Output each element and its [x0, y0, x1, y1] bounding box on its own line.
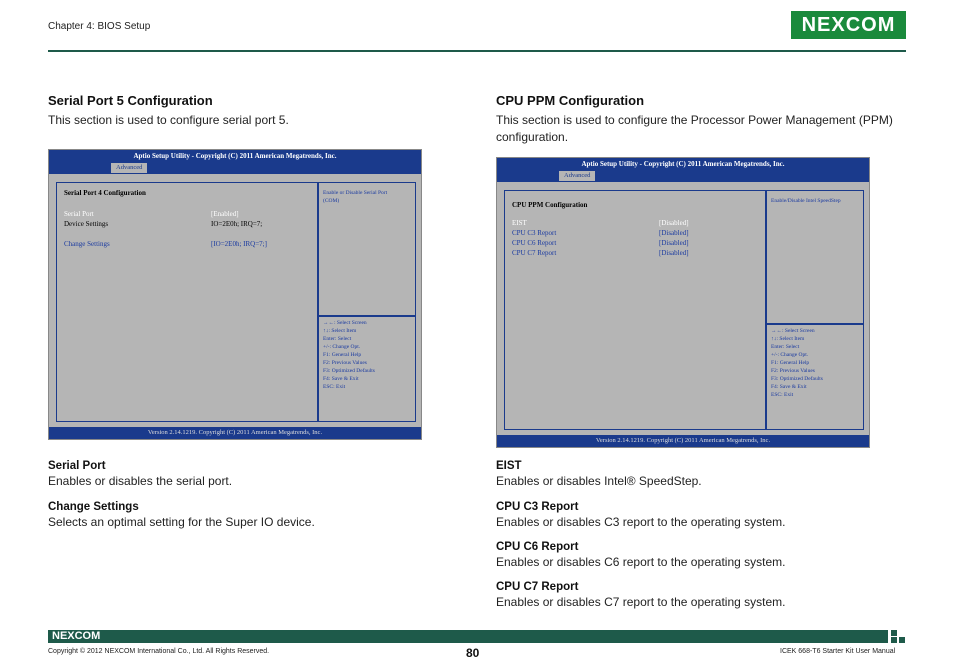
bios-screenshot-serial — [48, 149, 422, 440]
bios-row-value: [IO=2E0h; IRQ=7;] — [211, 240, 267, 248]
bios-tab-bar — [497, 170, 869, 182]
help-text: Enable/Disable Intel SpeedStep — [771, 198, 841, 204]
key-legend-line: F3: Optimized Defaults — [323, 368, 375, 374]
bios-row-label: Device Settings — [64, 220, 109, 228]
key-legend-line: ↑↓: Select Item — [323, 328, 357, 334]
item-title: Change Settings — [48, 501, 139, 513]
item-desc: Enables or disables C6 report to the operating system. — [496, 555, 786, 569]
bios-row-label: CPU C6 Report — [512, 239, 557, 247]
key-legend-line: →←: Select Screen — [771, 328, 815, 334]
footer-bar — [48, 630, 888, 643]
item-desc: Enables or disables the serial port. — [48, 474, 233, 488]
key-legend-line: ↑↓: Select Item — [771, 336, 805, 342]
chapter-title: Chapter 4: BIOS Setup — [48, 21, 151, 32]
key-legend-line: ESC: Exit — [771, 392, 794, 398]
bios-version-bar: Version 2.14.1219. Copyright (C) 2011 American Megatrends, Inc. — [49, 427, 421, 439]
bios-row-label: CPU C3 Report — [512, 229, 557, 237]
section-desc-serial-port-5: This section is used to configure serial port 5. — [48, 113, 289, 127]
nexcom-logo — [791, 11, 906, 39]
item-desc: Selects an optimal setting for the Super IO device. — [48, 515, 315, 529]
bios-title-bar: Aptio Setup Utility - Copyright (C) 2011 American Megatrends, Inc. — [497, 158, 869, 170]
key-legend-line: Enter: Select — [771, 344, 800, 350]
bios-section-heading: CPU PPM Configuration — [512, 201, 588, 209]
logo-text: NEXCOM — [801, 14, 896, 36]
key-legend-line: F3: Optimized Defaults — [771, 376, 823, 382]
bios-help-panel — [318, 182, 416, 316]
key-legend-line: F1: General Help — [771, 360, 810, 366]
bios-version-bar: Version 2.14.1219. Copyright (C) 2011 American Megatrends, Inc. — [497, 435, 869, 447]
key-legend-line: F4: Save & Exit — [771, 384, 807, 390]
footer-logo: NEXCOM — [52, 630, 101, 642]
key-legend-line: Enter: Select — [323, 336, 352, 342]
section-title-cpu-ppm: CPU PPM Configuration — [496, 93, 645, 108]
bios-help-panel — [766, 190, 864, 324]
bios-row-value: IO=2E0h; IRQ=7; — [211, 220, 263, 228]
item-title: Serial Port — [48, 460, 106, 472]
bios-tab-bar — [49, 162, 421, 174]
bios-row-label: EIST — [512, 219, 527, 227]
item-desc: Enables or disables C7 report to the operating system. — [496, 595, 786, 609]
item-title: EIST — [496, 460, 522, 472]
bios-keys-panel — [766, 324, 864, 430]
section-desc-cpu-ppm: This section is used to configure the Processor Power Management (PPM) configuration. — [496, 113, 893, 144]
footer-square — [899, 637, 905, 643]
footer-square — [891, 637, 897, 643]
key-legend-line: +/-: Change Opt. — [323, 344, 361, 350]
bios-row-value: [Disabled] — [659, 229, 689, 237]
page-number: 80 — [466, 646, 480, 660]
item-desc: Enables or disables Intel® SpeedStep. — [496, 474, 702, 488]
bios-title-bar: Aptio Setup Utility - Copyright (C) 2011 American Megatrends, Inc. — [49, 150, 421, 162]
key-legend-line: F4: Save & Exit — [323, 376, 359, 382]
key-legend-line: F2: Previous Values — [771, 368, 815, 374]
help-text: Enable or Disable Serial Port — [323, 190, 388, 196]
key-legend-line: F2: Previous Values — [323, 360, 367, 366]
item-desc: Enables or disables C3 report to the operating system. — [496, 515, 786, 529]
bios-row-label: CPU C7 Report — [512, 249, 557, 257]
footer-copyright: Copyright © 2012 NEXCOM International Co., Ltd. All Rights Reserved. — [48, 648, 270, 655]
key-legend — [771, 327, 823, 399]
key-legend-line: F1: General Help — [323, 352, 362, 358]
bios-row-label: Serial Port — [64, 210, 94, 218]
header-divider — [48, 50, 906, 52]
bios-row-value: [Disabled] — [659, 249, 689, 257]
key-legend-line: →←: Select Screen — [323, 320, 367, 326]
bios-tab-advanced: Advanced — [111, 163, 147, 173]
item-title: CPU C6 Report — [496, 541, 579, 553]
footer-square — [891, 630, 897, 636]
bios-screenshot-cpu-ppm — [496, 157, 870, 448]
bios-row-value: [Disabled] — [659, 239, 689, 247]
key-legend-line: ESC: Exit — [323, 384, 346, 390]
bios-main-panel — [56, 182, 318, 422]
bios-section-heading: Serial Port 4 Configuration — [64, 189, 146, 197]
item-title: CPU C3 Report — [496, 501, 579, 513]
bios-tab-advanced: Advanced — [559, 171, 595, 181]
section-title-serial-port-5: Serial Port 5 Configuration — [48, 93, 213, 108]
bios-row-value: [Enabled] — [211, 210, 239, 218]
item-title: CPU C7 Report — [496, 581, 579, 593]
help-text: (COM) — [323, 198, 340, 204]
bios-main-panel — [504, 190, 766, 430]
bios-keys-panel — [318, 316, 416, 422]
footer-manual-title: ICEK 668-T6 Starter Kit User Manual — [780, 648, 896, 655]
bios-row-label: Change Settings — [64, 240, 110, 248]
bios-row-value: [Disabled] — [659, 219, 689, 227]
key-legend-line: +/-: Change Opt. — [771, 352, 809, 358]
key-legend — [323, 319, 375, 391]
